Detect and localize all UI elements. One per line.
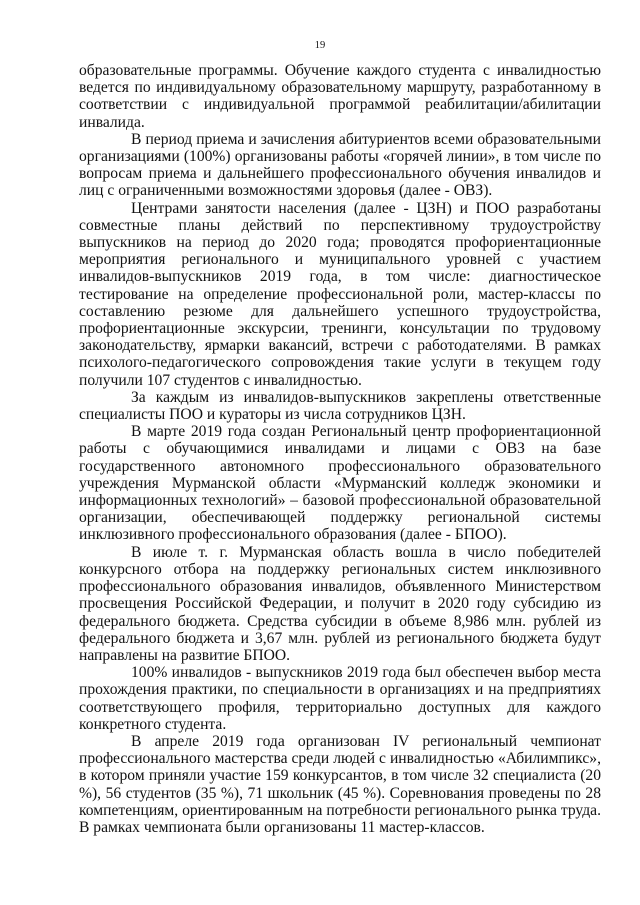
- paragraph-employment-centers: Центрами занятости населения (далее - ЦЗН) и ПОО разработаны совместные планы действий по перспективному трудоустройству выпускников на период до 2020 года; проводятся профориентационные мероприятия регионального и муниципального уровней с участием инвалидов-выпускников 2019 года, в том числе: диагностическое тестирование на определение профессиональной роли, мастер-классы по составлению резюме для дальнейшего успешного трудоустройства, профориентационные экскурсии, тренинги, консультации по трудовому законодательству, ярмарки вакансий, встречи с работодателями. В рамках психолого-педагогического сопровождения такие услуги в текущем году получили 107 студентов с инвалидностью.: [79, 199, 601, 389]
- paragraph-regional-center: В марте 2019 года создан Региональный центр профориентационной работы с обучающимися инвалидами и лицами с ОВЗ на базе государственного автономного профессионального образовательного учреждения Мурманской области «Мурманский колледж экономики и информационных технологий» – базовой профессиональной образовательной организации, обеспечивающей поддержку региональной системы инклюзивного профессионального образования (далее - БПОО).: [79, 423, 601, 544]
- paragraph-internship: 100% инвалидов - выпускников 2019 года был обеспечен выбор места прохождения практики, по специальности в организациях и на предприятиях соответствующего профиля, территориально доступных для каждого конкретного студента.: [79, 664, 601, 733]
- document-body: [79, 62, 601, 836]
- paragraph-hotline: В период приема и зачисления абитуриентов всеми образовательными организациями (100%) организованы работы «горячей линии», в том числе по вопросам приема и дальнейшего профессионального обучения инвалидов и лиц с ограниченными возможностями здоровья (далее - ОВЗ).: [79, 130, 601, 200]
- paragraph-subsidy: В июле т. г. Мурманская область вошла в число победителей конкурсного отбора на поддержку региональных систем инклюзивного профессионального образования инвалидов, объявленного Министерством просвещения Российской Федерации, и получит в 2020 году субсидию из федерального бюджета. Средства субсидии в объеме 8,986 млн. рублей из федерального бюджета и 3,67 млн. рублей из регионального бюджета будут направлены на развитие БПОО.: [79, 543, 601, 664]
- paragraph-abilympics: В апреле 2019 года организован IV региональный чемпионат профессионального мастерства среди людей с инвалидностью «Абилимпикс», в котором приняли участие 159 конкурсантов, в том числе 32 специалиста (20 %), 56 студентов (35 %), 71 школьник (45 %). Соревнования проведены по 28 компетенциям, ориентированным на потребности регионального рынка труда. В рамках чемпионата были организованы 11 мастер-классов.: [79, 732, 601, 836]
- paragraph-curators: За каждым из инвалидов-выпускников закреплены ответственные специалисты ПОО и кураторы из числа сотрудников ЦЗН.: [79, 388, 601, 424]
- paragraph-continued: образовательные программы. Обучение каждого студента с инвалидностью ведется по индивидуальному образовательному маршруту, разработанному в соответствии с индивидуальной программой реабилитации/абилитации инвалида.: [79, 62, 601, 131]
- page-number: 19: [314, 40, 326, 51]
